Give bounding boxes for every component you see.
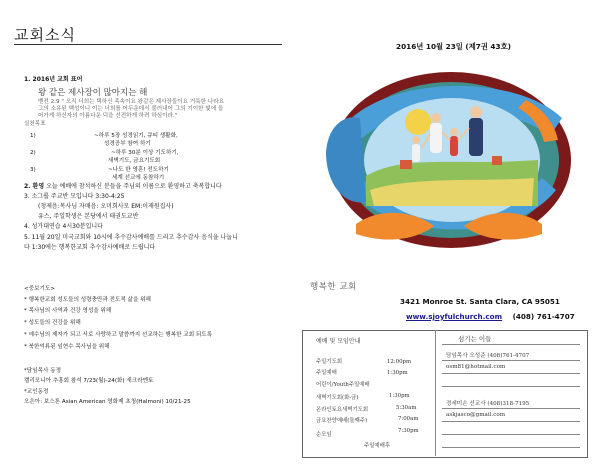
welcome-label: 2. 환영: [24, 183, 45, 190]
missionary-contact: 정세미손 선교사 (408)318-7195: [446, 401, 530, 407]
prayer-item: * 성도들의 건강을 위해: [24, 320, 81, 326]
house: [400, 160, 412, 169]
schedule-time: 5:30am: [396, 405, 417, 411]
schedule-time: 1:30pm: [387, 370, 408, 376]
schedule-time: 1:30pm: [389, 393, 410, 399]
underline: [442, 434, 580, 435]
goal-text: 성경공부 참여 하기: [104, 141, 151, 147]
schedule-time: 12:00pm: [387, 359, 412, 365]
section-heading-motto: 1. 2016년 교회 표어: [24, 76, 83, 83]
goal-number: 2): [30, 150, 36, 156]
underline: [442, 386, 580, 387]
missionary-email[interactable]: askjasco@gmail.com: [446, 412, 506, 418]
schedule-name: 주일예배: [316, 370, 337, 376]
church-phone: (408) 761-4707: [512, 312, 575, 321]
staff-title: 섬기는 이들: [458, 335, 492, 343]
goal-number: 3): [30, 167, 36, 173]
underline: [442, 447, 580, 448]
member-news-heading: *교인동정: [24, 389, 49, 395]
family-illustration: [304, 56, 594, 270]
underline: [442, 360, 580, 361]
issue-date: 2016년 10월 23일 (제7권 43호): [396, 42, 511, 51]
news-item: 다 1:30에는 행복한교회 추수감사예배로 드립니다: [24, 244, 156, 251]
verse-line: 벧전 2:9 " 오직 너희는 택하신 족속이요 왕같은 제사장들이요 거룩한 나라요: [38, 99, 225, 105]
goal-number: 1): [30, 133, 36, 139]
verse-line: 그의 소유된 백성이니 이는 너희를 어두운데서 불러내어 그의 기이한 빛에 들: [38, 106, 224, 112]
underline: [442, 344, 580, 345]
practice-goal-heading: 실천목표: [24, 121, 46, 127]
prayer-heading: <중보기도>: [24, 286, 55, 292]
prayer-item: * 북한억류된 임현수 목사님을 위해: [24, 344, 110, 350]
prayer-item: * 행복한교회 성도들의 성령충만과 전도적 삶을 위해: [24, 297, 151, 303]
goal-text: ~나도 한 영혼! 전도하기: [108, 167, 169, 173]
schedule-name: 금요찬양예배(둘째주): [316, 418, 368, 424]
schedule-name: 순모임: [316, 432, 332, 438]
contact-line: [406, 312, 575, 321]
news-item: 5. 11월 20일 미국교회와 10시에 추수감사예배를 드리고 추수감사 음식을 나눕니: [24, 234, 238, 241]
pastor-email[interactable]: osm81@hotmail.com: [446, 364, 506, 370]
member-news-text: 오은아: 보스톤 Asian American 영화제 초청(Halmoni) 10/21-25: [24, 399, 191, 405]
pastor-contact: 담임목사 오성준 (408)761-4707: [446, 353, 530, 359]
schedule-name: 새벽기도회(화-금): [316, 395, 359, 401]
goal-text: ~하루 30분 이상 기도하기,: [111, 150, 179, 156]
sun: [405, 109, 431, 135]
news-item: 3. 소그룹 주교반 모입니다 3:30-4:25: [24, 193, 125, 200]
prayer-item: * 예수님의 제자가 되고 서로 사랑하고 말씀까지 선교하는 행복한 교회 되도록: [24, 332, 213, 338]
schedule-name: 온라인토요새벽기도회: [316, 407, 369, 413]
box-divider: [435, 330, 436, 456]
church-name: 행복한 교회: [310, 282, 357, 292]
goal-text: ~하루 5장 성경읽기, 큐티 생활화,: [94, 133, 178, 139]
schedule-time: 7:30pm: [398, 428, 419, 434]
schedule-time: 7:00am: [398, 416, 419, 422]
schedule-title: 예배 및 모임안내: [316, 338, 361, 345]
underline: [442, 421, 580, 422]
underline: [442, 373, 580, 374]
page-title: 교회소식: [14, 26, 76, 44]
church-address: 3421 Monroe St. Santa Clara, CA 95051: [400, 297, 560, 306]
website-link[interactable]: www.sjoyfulchurch.com: [406, 312, 503, 321]
welcome-item: [24, 183, 222, 191]
house: [492, 156, 502, 165]
verse-line: 어가게 하신자의 아름다운 덕을 선전하게 하려 하심이라.": [38, 113, 178, 119]
title-rule: [14, 44, 282, 45]
schedule-name: 주일기도회: [316, 359, 343, 365]
goal-text: 세계 선교에 동참하기: [112, 175, 165, 181]
schedule-name: 어린이/Youth주일예배: [316, 382, 370, 388]
pastor-news-heading: *담임목사 동정: [24, 368, 61, 374]
news-subitem: 유스, 주일학생은 본당에서 태권도교반: [38, 213, 139, 220]
schedule-box: [302, 330, 588, 458]
motto-title: 왕 같은 제사장이 많아지는 해: [38, 88, 148, 98]
schedule-time: 주일예배후: [364, 443, 391, 449]
goal-text: 새벽기도, 금요기도회: [108, 158, 161, 164]
news-item: 4. 성가대연습 4시30분입니다: [24, 223, 103, 230]
underline: [442, 408, 580, 409]
blue-band-left: [326, 117, 366, 202]
pastor-news-text: 캘리포니아 추흥회 참석 7/23(월)-24(화) 새크라멘토: [24, 378, 154, 384]
prayer-item: * 목사님의 사역과 건강 영성을 위해: [24, 308, 112, 314]
news-subitem: (청제음:목사님 자매음: 오미희사모 EM:이재원집사): [38, 203, 174, 210]
welcome-text: 오늘 예배에 참석하신 분들을 주님의 이름으로 환영하고 축복합니다: [46, 183, 222, 190]
